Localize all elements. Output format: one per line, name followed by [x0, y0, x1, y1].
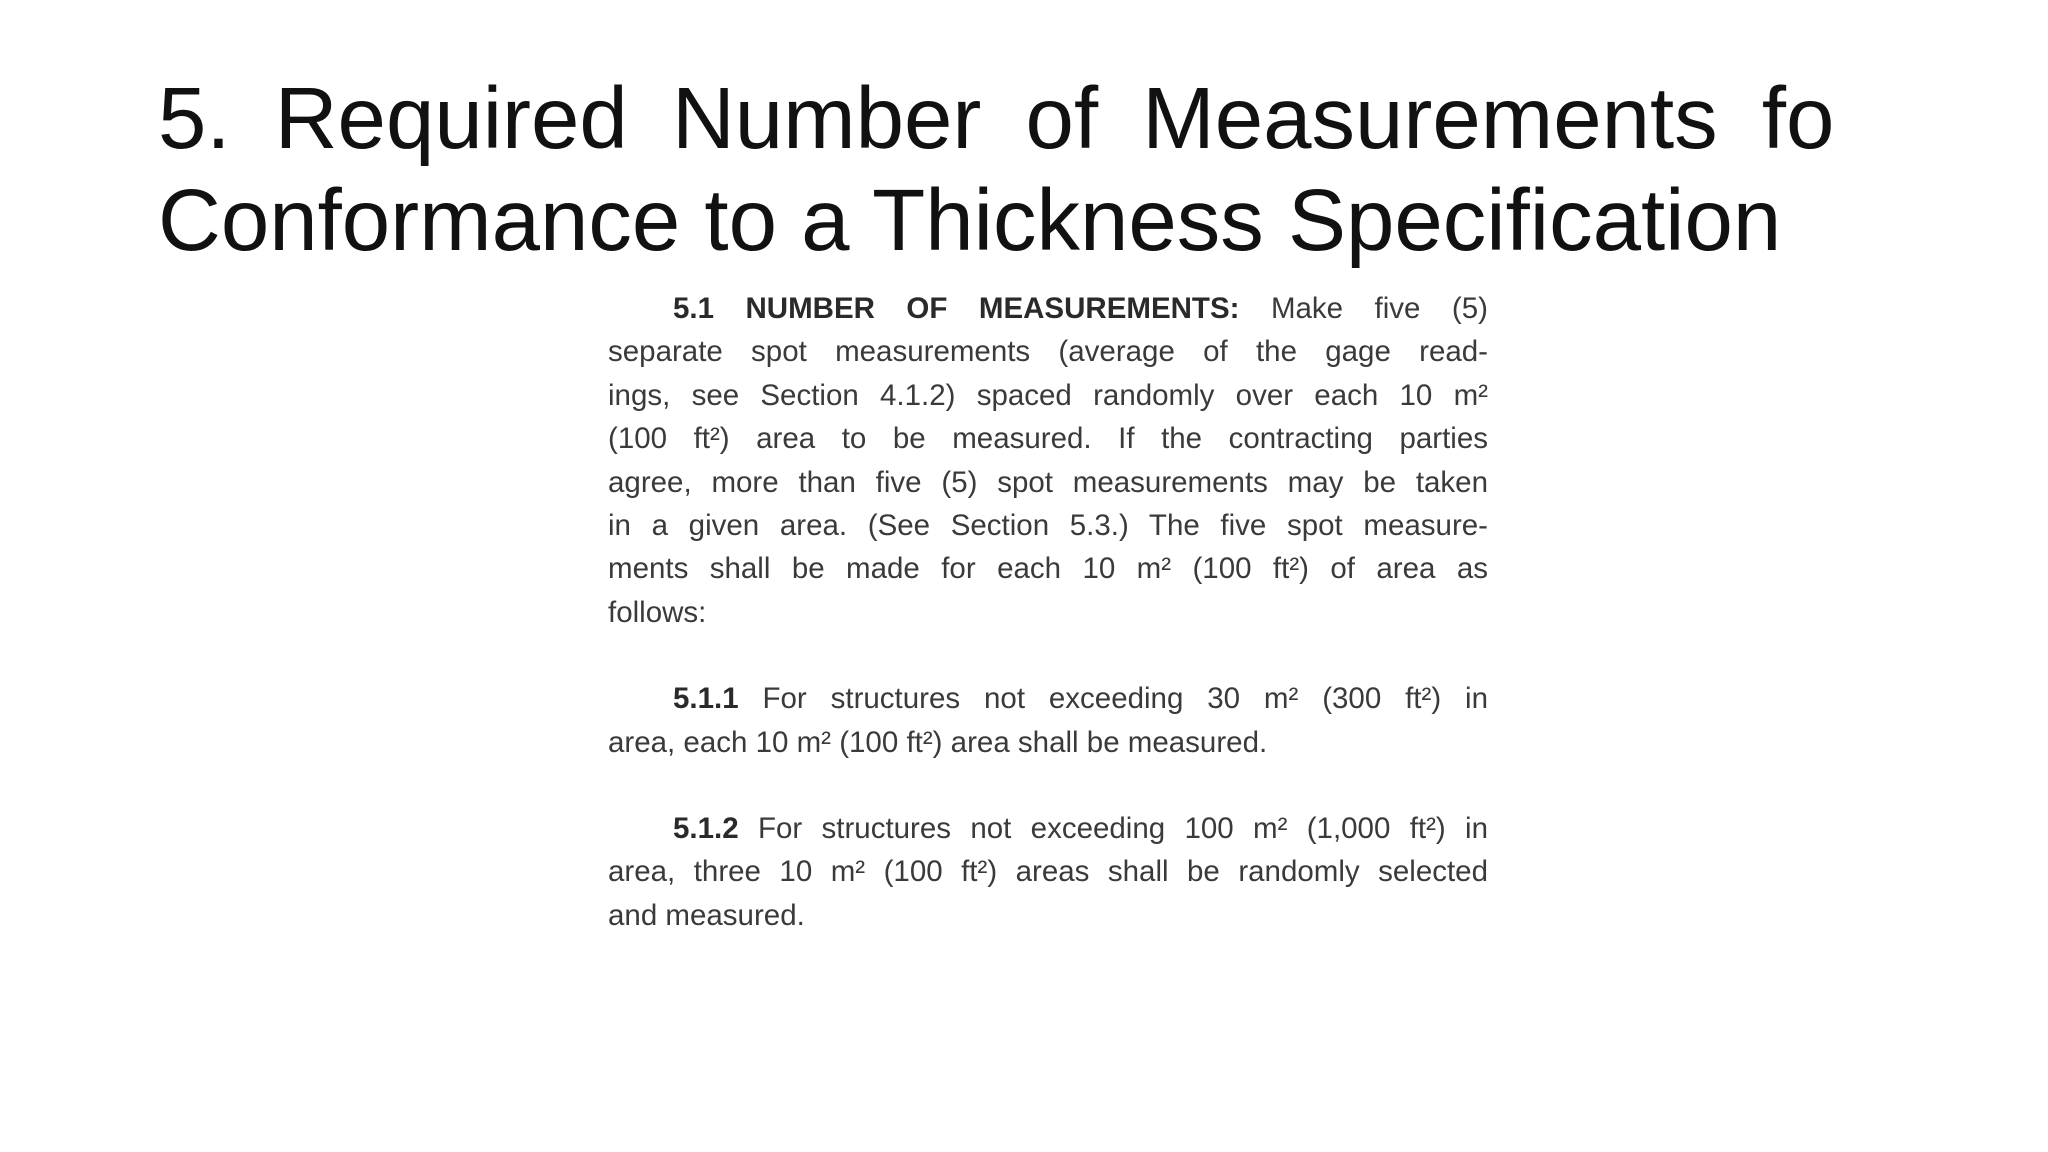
slide-title-line-1: 5. Required Number of Measurements fo: [158, 70, 1835, 167]
slide-title-line-2: Conformance to a Thickness Specification: [158, 172, 1782, 269]
text-line-content: Make five (5): [1270, 292, 1488, 325]
text-line: separate spot measurements (average of the gage read-: [608, 335, 1488, 369]
paragraph-5-1-1: [608, 677, 1488, 764]
paragraph-5-1: [608, 287, 1488, 634]
text-line: agree, more than five (5) spot measurements may be taken: [608, 465, 1488, 499]
text-line-content: For structures not exceeding 30 m² (300 ft²) in: [762, 682, 1488, 716]
text-line: ments shall be made for each 10 m² (100 ft²) of area as: [608, 552, 1488, 586]
text-line: area, each 10 m² (100 ft²) area shall be measured.: [608, 725, 1268, 759]
slide-title: [158, 68, 2018, 272]
text-line: in a given area. (See Section 5.3.) The five spot measure-: [608, 509, 1488, 543]
text-line: ings, see Section 4.1.2) spaced randomly over each 10 m²: [608, 378, 1488, 412]
section-heading-5-1-1: 5.1.1: [673, 682, 739, 716]
section-heading-5-1: 5.1 NUMBER OF MEASUREMENTS:: [673, 292, 1240, 325]
text-line: [608, 287, 1488, 330]
text-line: follows:: [608, 595, 707, 629]
section-heading-5-1-2: 5.1.2: [673, 812, 739, 846]
text-line: (100 ft²) area to be measured. If the contracting parties: [608, 422, 1488, 456]
text-line: [608, 807, 1488, 850]
text-line-content: For structures not exceeding 100 m² (1,000 ft²) in: [757, 812, 1489, 846]
scanned-specification-excerpt: [608, 287, 1488, 937]
text-line: [608, 677, 1488, 720]
paragraph-5-1-2: [608, 807, 1488, 937]
text-line: and measured.: [608, 898, 805, 932]
text-line: area, three 10 m² (100 ft²) areas shall be randomly selected: [608, 855, 1488, 889]
